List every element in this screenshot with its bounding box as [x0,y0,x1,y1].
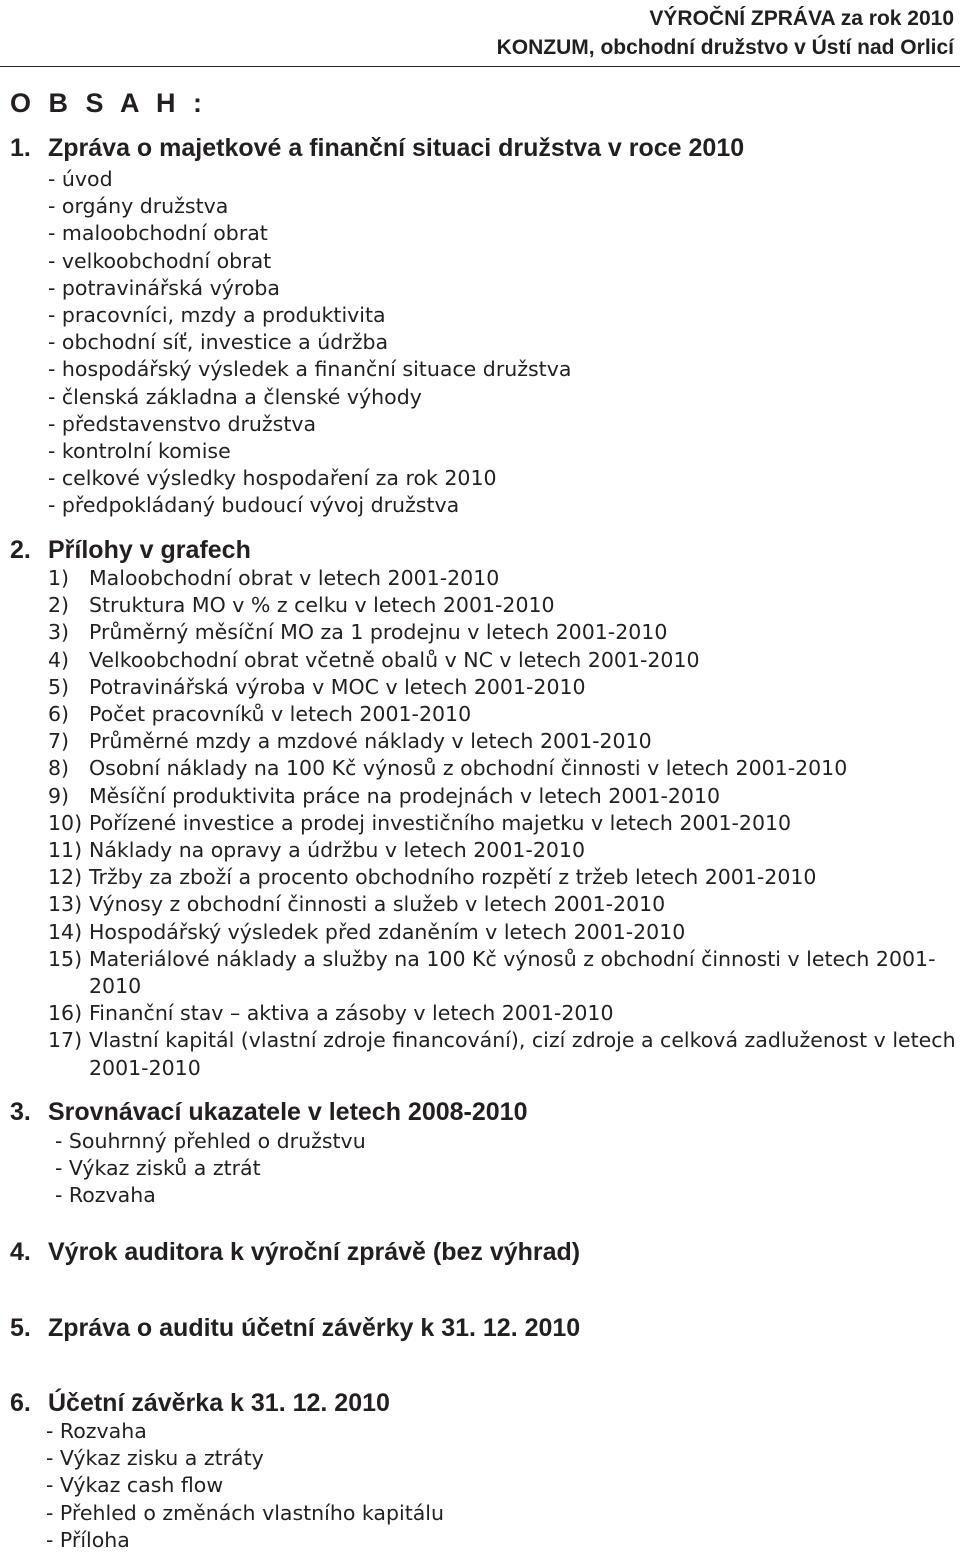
list-item: - pracovníci, mzdy a produktivita [48,303,386,328]
appendix-item-text: Vlastní kapitál (vlastní zdroje financování), cizí zdroje a celková zadluženost v letech 2001-2010 [89,1028,956,1080]
section-4-number: 4. [10,1238,31,1266]
appendix-item-text: Průměrné mzdy a mzdové náklady v letech 2001-2010 [89,729,652,754]
appendix-item-text: Finanční stav – aktiva a zásoby v letech 2001-2010 [89,1001,614,1026]
appendix-item [48,728,956,755]
appendix-item-number: 15) [48,946,83,971]
report-title: VÝROČNÍ ZPRÁVA za rok 2010 [649,7,954,30]
list-item: - celkové výsledky hospodaření za rok 2010 [48,466,497,491]
appendix-item [48,619,956,646]
appendix-item-number: 13) [48,892,83,917]
section-3-list [55,1128,366,1210]
appendix-item-text: Pořízené investice a prodej investičního majetku v letech 2001-2010 [89,810,792,835]
list-item: - Rozvaha [46,1419,147,1443]
section-6-title: Účetní závěrka k 31. 12. 2010 [48,1389,390,1417]
appendix-item [48,810,956,837]
section-1-title: Zpráva o majetkové a finanční situaci družstva v roce 2010 [48,134,745,162]
appendix-item-number: 14) [48,919,83,944]
appendix-item-text: Potravinářská výroba v MOC v letech 2001-2010 [89,674,586,699]
appendix-item [48,565,956,592]
appendix-item-text: Materiálové náklady a služby na 100 Kč výnosů z obchodní činnosti v letech 2001-2010 [89,946,936,999]
appendix-item [48,864,956,891]
appendix-item-number: 8) [48,756,70,781]
appendix-item [48,701,956,728]
list-item: - hospodářský výsledek a finanční situace družstva [48,357,572,382]
list-item: - Přehled o změnách vlastního kapitálu [46,1500,444,1525]
company-name: KONZUM, obchodní družstvo v Ústí nad Orlicí [496,36,954,59]
appendix-item [48,647,956,674]
header-divider [0,66,960,67]
section-3-number: 3. [10,1098,31,1126]
page-header [497,4,954,62]
appendix-item-number: 17) [48,1028,83,1053]
appendix-item [48,946,956,1000]
appendix-item-text: Osobní náklady na 100 Kč výnosů z obchodní činnosti v letech 2001-2010 [89,756,848,781]
appendix-item [48,592,956,619]
appendix-item-number: 6) [48,702,70,727]
appendix-item-text: Maloobchodní obrat v letech 2001-2010 [89,566,500,590]
section-2-list [48,565,956,1082]
list-item: - potravinářská výroba [48,275,280,300]
appendix-item-number: 7) [48,729,70,754]
appendix-item-number: 1) [48,566,70,590]
appendix-item-number: 9) [48,783,70,808]
appendix-item-text: Hospodářský výsledek před zdaněním v letech 2001-2010 [89,919,686,944]
list-item: - orgány družstva [48,194,229,219]
list-item: - obchodní síť, investice a údržba [48,330,389,355]
section-5-heading [10,1313,580,1343]
section-2-number: 2. [10,536,31,564]
list-item: - maloobchodní obrat [48,221,268,246]
appendix-item [48,1000,956,1027]
appendix-item [48,1027,956,1081]
appendix-item-text: Náklady na opravy a údržbu v letech 2001-2010 [89,838,586,863]
section-2-heading [10,535,251,565]
appendix-item-number: 5) [48,674,70,699]
list-item: - členská základna a členské výhody [48,384,422,409]
appendix-item [48,837,956,864]
section-4-title: Výrok auditora k výroční zprávě (bez výhrad) [48,1238,581,1266]
appendix-item-number: 10) [48,810,83,835]
appendix-item [48,783,956,810]
contents-heading: O B S A H : [10,88,208,118]
appendix-item-number: 2) [48,593,70,618]
section-3-heading [10,1097,527,1127]
list-item: - Souhrnný přehled o družstvu [55,1129,366,1153]
appendix-item [48,891,956,918]
appendix-item-text: Měsíční produktivita práce na prodejnách v letech 2001-2010 [89,783,721,808]
appendix-item-text: Průměrný měsíční MO za 1 prodejnu v letech 2001-2010 [89,620,668,645]
section-6-list [46,1418,444,1554]
list-item: - Rozvaha [55,1183,156,1208]
appendix-item-number: 16) [48,1001,83,1026]
list-item: - představenstvo družstva [48,411,317,436]
appendix-item-text: Výnosy z obchodní činnosti a služeb v letech 2001-2010 [89,892,666,917]
section-6-heading [10,1388,390,1418]
appendix-item-number: 11) [48,838,83,863]
section-2-title: Přílohy v grafech [48,536,251,564]
appendix-item-number: 12) [48,865,83,890]
list-item: - velkoobchodní obrat [48,248,272,273]
appendix-item-text: Velkoobchodní obrat včetně obalů v NC v letech 2001-2010 [89,647,700,672]
section-5-title: Zpráva o auditu účetní závěrky k 31. 12. 2010 [48,1314,581,1342]
list-item: - předpokládaný budoucí vývoj družstva [48,493,460,518]
list-item: - Příloha [46,1527,130,1552]
list-item: - úvod [48,167,113,191]
section-1-list [48,166,571,520]
section-1-heading [10,133,744,163]
list-item: - Výkaz cash flow [46,1473,224,1498]
appendix-item [48,674,956,701]
appendix-item-text: Počet pracovníků v letech 2001-2010 [89,702,472,727]
list-item: - Výkaz zisků a ztrát [55,1156,261,1181]
section-1-number: 1. [10,134,31,162]
list-item: - kontrolní komise [48,439,231,464]
section-6-number: 6. [10,1389,31,1417]
appendix-item-text: Tržby za zboží a procento obchodního rozpětí z tržeb letech 2001-2010 [89,865,817,890]
appendix-item-number: 3) [48,620,70,645]
appendix-item [48,755,956,782]
section-3-title: Srovnávací ukazatele v letech 2008-2010 [48,1098,528,1126]
appendix-item-text: Struktura MO v % z celku v letech 2001-2010 [89,593,555,618]
list-item: - Výkaz zisku a ztráty [46,1446,264,1471]
appendix-item-number: 4) [48,647,70,672]
appendix-item [48,919,956,946]
section-4-heading [10,1237,580,1267]
section-5-number: 5. [10,1314,31,1342]
